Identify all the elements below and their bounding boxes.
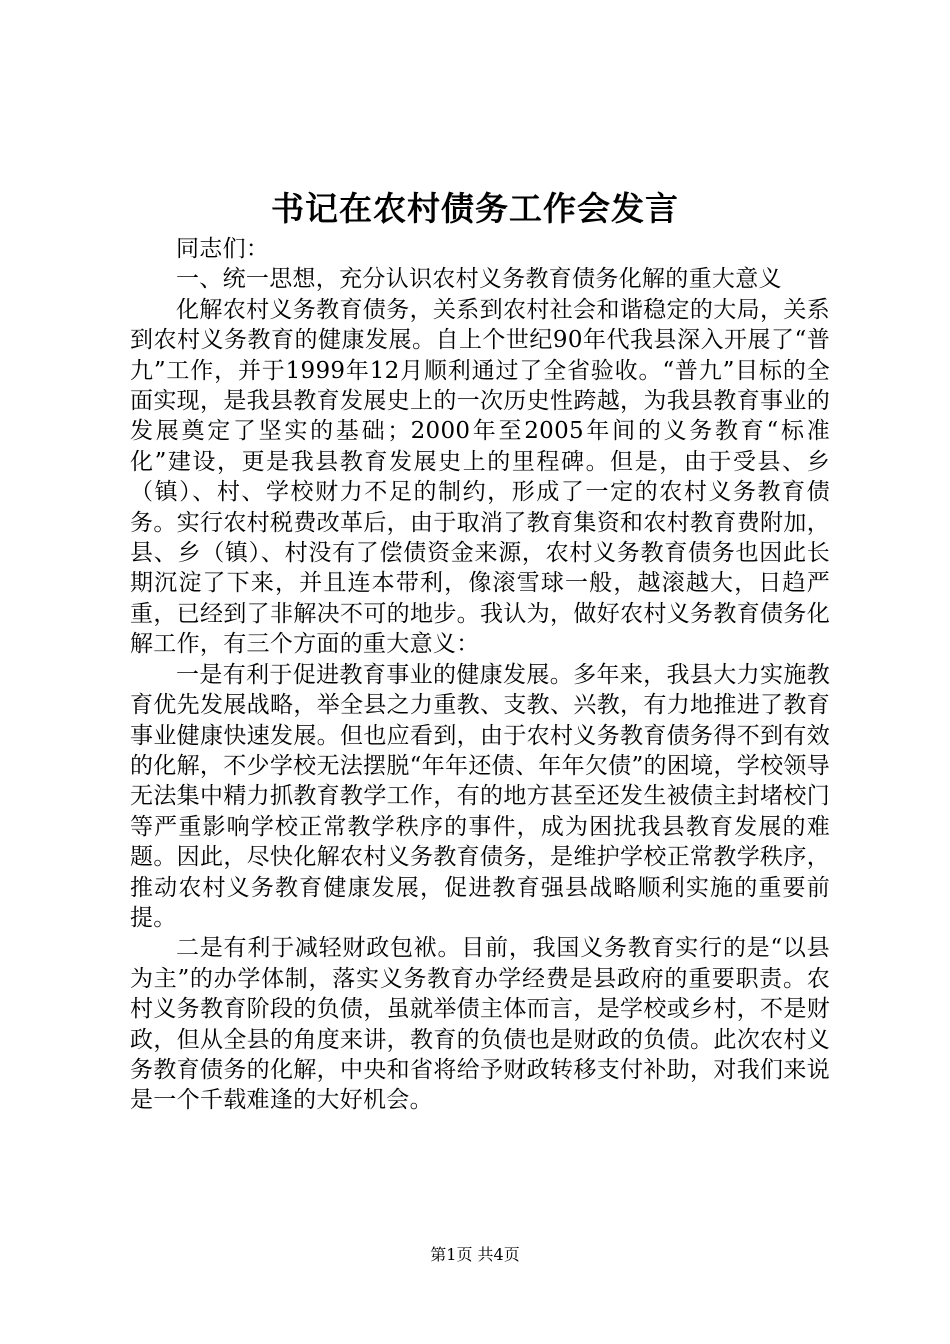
section-heading: 一、统一思想，充分认识农村义务教育债务化解的重大意义 bbox=[176, 266, 782, 293]
page-number-footer: 第1页 共4页 bbox=[430, 1245, 520, 1264]
document-title: 书记在农村债务工作会发言 bbox=[271, 189, 679, 228]
body-paragraph: 一是有利于促进教育事业的健康发展。多年来，我县大力实施教育优先发展战略，举全县之力重教、支教、兴教，有力地推进了教育事业健康快速发展。但也应看到，由于农村义务教育债务得不到有效的化解，不少学校无法摆脱“年年还债、年年欠债”的困境，学校领导无法集中精力抓教育教学工作，有的地方甚至还发生被债主封堵校门等严重影响学校正常教学秩序的事件，成为困扰我县教育发展的难题。因此，尽快化解农村义务教育债务，是维护学校正常教学秩序，推动农村义务教育健康发展，促进教育强县战略顺利实施的重要前提。 bbox=[130, 661, 830, 931]
document-body bbox=[130, 234, 830, 1116]
body-paragraph: 二是有利于减轻财政包袱。目前，我国义务教育实行的是“以县为主”的办学体制，落实义务教育办学经费是县政府的重要职责。农村义务教育阶段的负债，虽就举债主体而言，是学校或乡村，不是财政，但从全县的角度来讲，教育的负债也是财政的负债。此次农村义务教育债务的化解，中央和省将给予财政转移支付补助，对我们来说是一个千载难逢的大好机会。 bbox=[130, 935, 830, 1114]
body-paragraph: 化解农村义务教育债务，关系到农村社会和谐稳定的大局，关系到农村义务教育的健康发展。自上个世纪90年代我县深入开展了“普九”工作，并于1999年12月顺利通过了全省验收。“普九”目标的全面实现，是我县教育发展史上的一次历史性跨越，为我县教育事业的发展奠定了坚实的基础；2000年至2005年间的义务教育“标准化”建设，更是我县教育发展史上的里程碑。但是，由于受县、乡（镇）、村、学校财力不足的制约，形成了一定的农村义务教育债务。实行农村税费改革后，由于取消了教育集资和农村教育费附加，县、乡（镇）、村没有了偿债资金来源，农村义务教育债务也因此长期沉淀了下来，并且连本带利，像滚雪球一般，越滚越大，日趋严重，已经到了非解决不可的地步。我认为，做好农村义务教育债务化解工作，有三个方面的重大意义： bbox=[130, 296, 830, 658]
salutation: 同志们： bbox=[176, 236, 270, 262]
